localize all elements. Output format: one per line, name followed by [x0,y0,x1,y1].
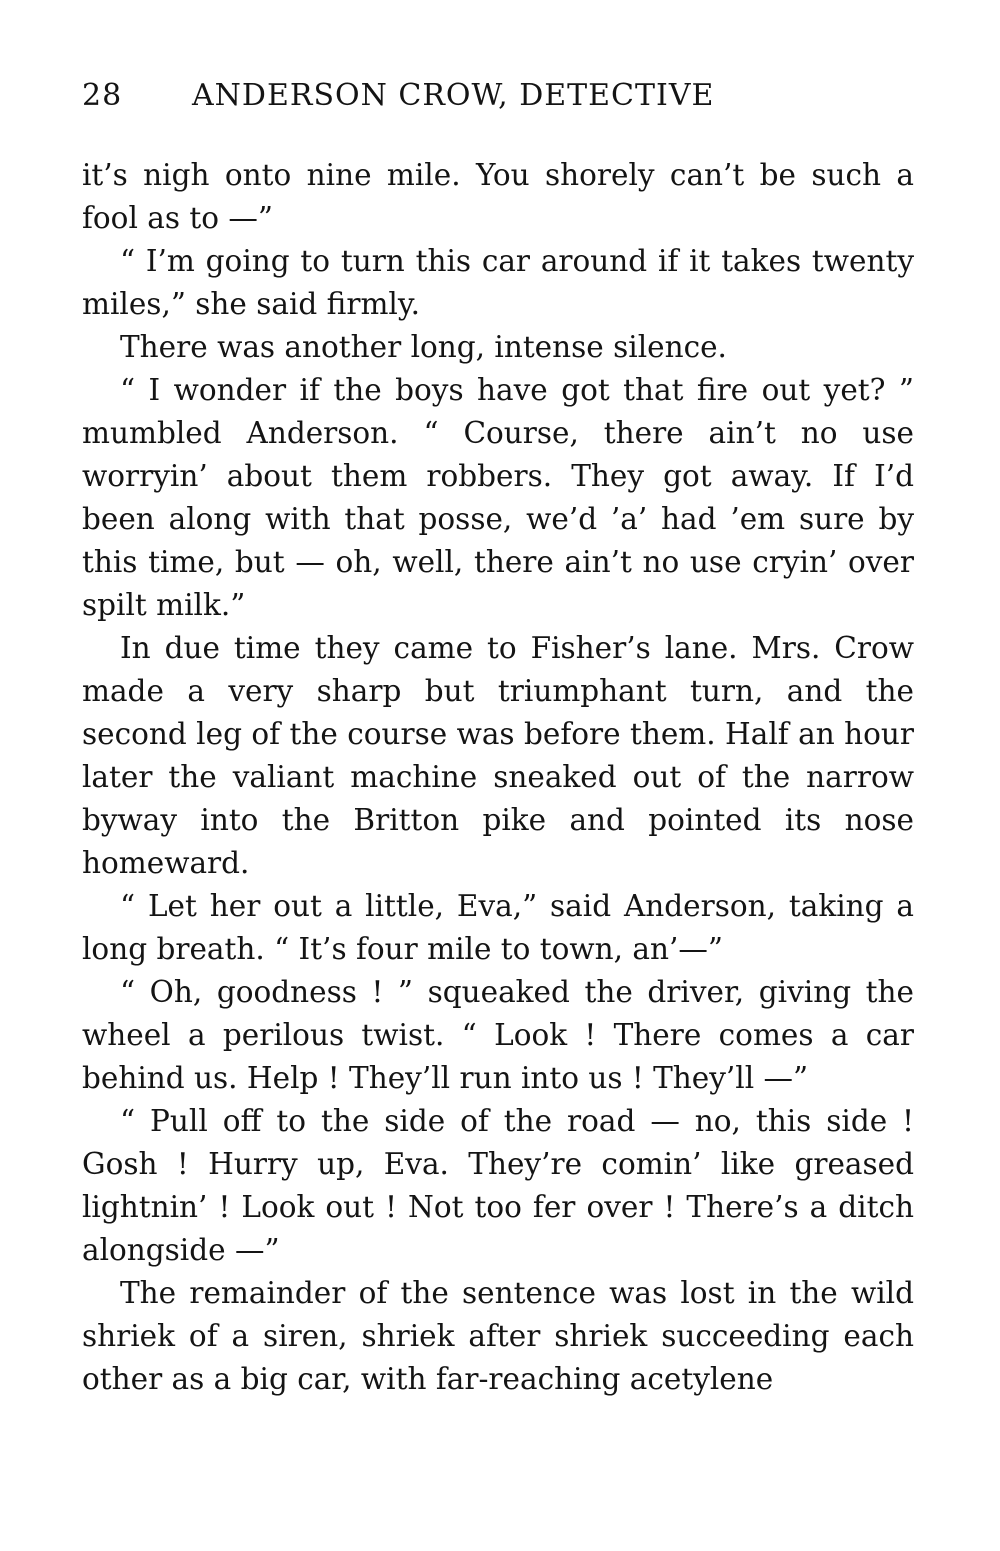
paragraph-pull-off: “ Pull off to the side of the road — no, this side ! Gosh ! Hurry up, Eva. They’re comin’ like greased lightnin’ ! Look out ! Not too fer over ! There’s a ditch alongside —” [82,1104,914,1267]
paragraph-siren: The remainder of the sentence was lost in the wild shriek of a siren, shriek after shriek succeeding each other as a big car, with far-reaching acetylene [82,1276,914,1396]
paragraph-silence: There was another long, intense silence. [120,330,727,364]
running-head [82,78,914,128]
paragraph-fire-and-robbers: “ I wonder if the boys have got that fire out yet? ” mumbled Anderson. “ Course, there ain’t no use worryin’ about them robbers. They got away. If I’d been along with that posse, we’d ’a’ had ’em sure by this time, but — oh, well, there ain’t no use cryin’ over spilt milk.” [82,373,914,622]
paragraph-continuation: it’s nigh onto nine mile. You shorely can’t be such a fool as to —” [82,158,914,235]
paragraph-fishers-lane: In due time they came to Fisher’s lane. Mrs. Crow made a very sharp but triumphant turn, and the second leg of the course was before them. Half an hour later the valiant machine sneaked out of the narrow byway into the Britton pike and pointed its nose homeward. [82,631,914,880]
running-title: ANDERSON CROW, DETECTIVE [192,78,715,113]
page-number: 28 [82,78,123,113]
paragraph-let-her-out: “ Let her out a little, Eva,” said Anderson, taking a long breath. “ It’s four mile to town, an’—” [82,889,914,966]
paragraph-oh-goodness: “ Oh, goodness ! ” squeaked the driver, giving the wheel a perilous twist. “ Look ! There comes a car behind us. Help ! They’ll run into us ! They’ll —” [82,975,914,1095]
paragraph-dialogue-turn-car: “ I’m going to turn this car around if it takes twenty miles,” she said firmly. [82,244,914,321]
book-page [82,78,914,1401]
